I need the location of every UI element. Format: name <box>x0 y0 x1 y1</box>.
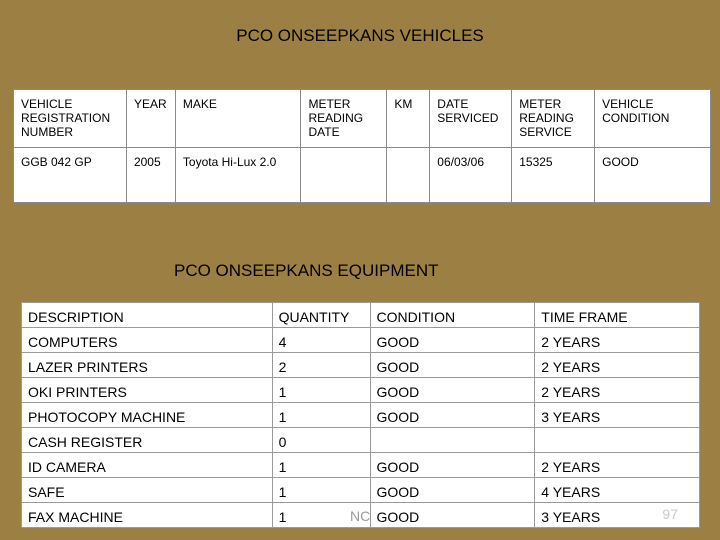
equipment-quantity: 0 <box>272 428 370 453</box>
vehicles-header-cell: KM <box>387 90 430 148</box>
equipment-header-cell: DESCRIPTION <box>22 303 273 328</box>
equipment-condition: GOOD <box>370 453 535 478</box>
equipment-header-cell: QUANTITY <box>272 303 370 328</box>
equipment-description: CASH REGISTER <box>22 428 273 453</box>
equipment-quantity: 1 <box>272 403 370 428</box>
equipment-quantity: 1 <box>272 453 370 478</box>
equipment-description: LAZER PRINTERS <box>22 353 273 378</box>
vehicle-meter-reading-date <box>301 148 387 203</box>
page-number: 97 <box>662 506 678 522</box>
equipment-condition: GOOD <box>370 353 535 378</box>
vehicle-year: 2005 <box>126 148 175 203</box>
table-row <box>22 428 700 453</box>
equipment-description: PHOTOCOPY MACHINE <box>22 403 273 428</box>
table-row <box>22 403 700 428</box>
vehicles-header-cell: YEAR <box>126 90 175 148</box>
equipment-header-cell: CONDITION <box>370 303 535 328</box>
equipment-time-frame: 4 YEARS <box>535 478 700 503</box>
table-row <box>14 148 711 203</box>
equipment-time-frame <box>535 428 700 453</box>
equipment-condition: GOOD <box>370 503 535 528</box>
equipment-condition: GOOD <box>370 378 535 403</box>
vehicle-meter-reading-service: 15325 <box>512 148 595 203</box>
equipment-quantity: 1 <box>272 503 370 528</box>
equipment-quantity: 2 <box>272 353 370 378</box>
footer-text: NC <box>350 508 371 524</box>
equipment-title: PCO ONSEEPKANS EQUIPMENT <box>174 261 439 280</box>
table-row <box>22 453 700 478</box>
equipment-condition: GOOD <box>370 478 535 503</box>
vehicle-km <box>387 148 430 203</box>
vehicle-registration: GGB 042 GP <box>14 148 127 203</box>
vehicles-header-cell: MAKE <box>175 90 301 148</box>
equipment-time-frame: 3 YEARS <box>535 403 700 428</box>
equipment-time-frame: 2 YEARS <box>535 378 700 403</box>
table-row <box>22 378 700 403</box>
vehicles-header-row <box>14 90 711 148</box>
vehicles-header-cell: VEHICLE REGISTRATION NUMBER <box>14 90 127 148</box>
equipment-quantity: 1 <box>272 478 370 503</box>
equipment-condition <box>370 428 535 453</box>
equipment-time-frame: 3 YEARS <box>535 503 700 528</box>
equipment-time-frame: 2 YEARS <box>535 453 700 478</box>
equipment-description: SAFE <box>22 478 273 503</box>
equipment-table <box>21 302 700 528</box>
equipment-header-cell: TIME FRAME <box>535 303 700 328</box>
vehicles-header-cell: DATE SERVICED <box>430 90 512 148</box>
equipment-quantity: 1 <box>272 378 370 403</box>
equipment-time-frame: 2 YEARS <box>535 353 700 378</box>
equipment-description: COMPUTERS <box>22 328 273 353</box>
table-row <box>22 353 700 378</box>
equipment-condition: GOOD <box>370 328 535 353</box>
equipment-header-row <box>22 303 700 328</box>
vehicles-header-cell: METER READING SERVICE <box>512 90 595 148</box>
vehicle-make: Toyota Hi-Lux 2.0 <box>175 148 301 203</box>
vehicle-date-serviced: 06/03/06 <box>430 148 512 203</box>
equipment-description: OKI PRINTERS <box>22 378 273 403</box>
equipment-time-frame: 2 YEARS <box>535 328 700 353</box>
vehicles-header-cell: VEHICLE CONDITION <box>595 90 711 148</box>
equipment-quantity: 4 <box>272 328 370 353</box>
equipment-description: ID CAMERA <box>22 453 273 478</box>
equipment-condition: GOOD <box>370 403 535 428</box>
vehicles-title: PCO ONSEEPKANS VEHICLES <box>236 26 484 45</box>
equipment-description: FAX MACHINE <box>22 503 273 528</box>
vehicles-header-cell: METER READING DATE <box>301 90 387 148</box>
vehicle-condition: GOOD <box>595 148 711 203</box>
vehicles-table <box>13 89 711 203</box>
table-row <box>22 478 700 503</box>
table-row <box>22 328 700 353</box>
